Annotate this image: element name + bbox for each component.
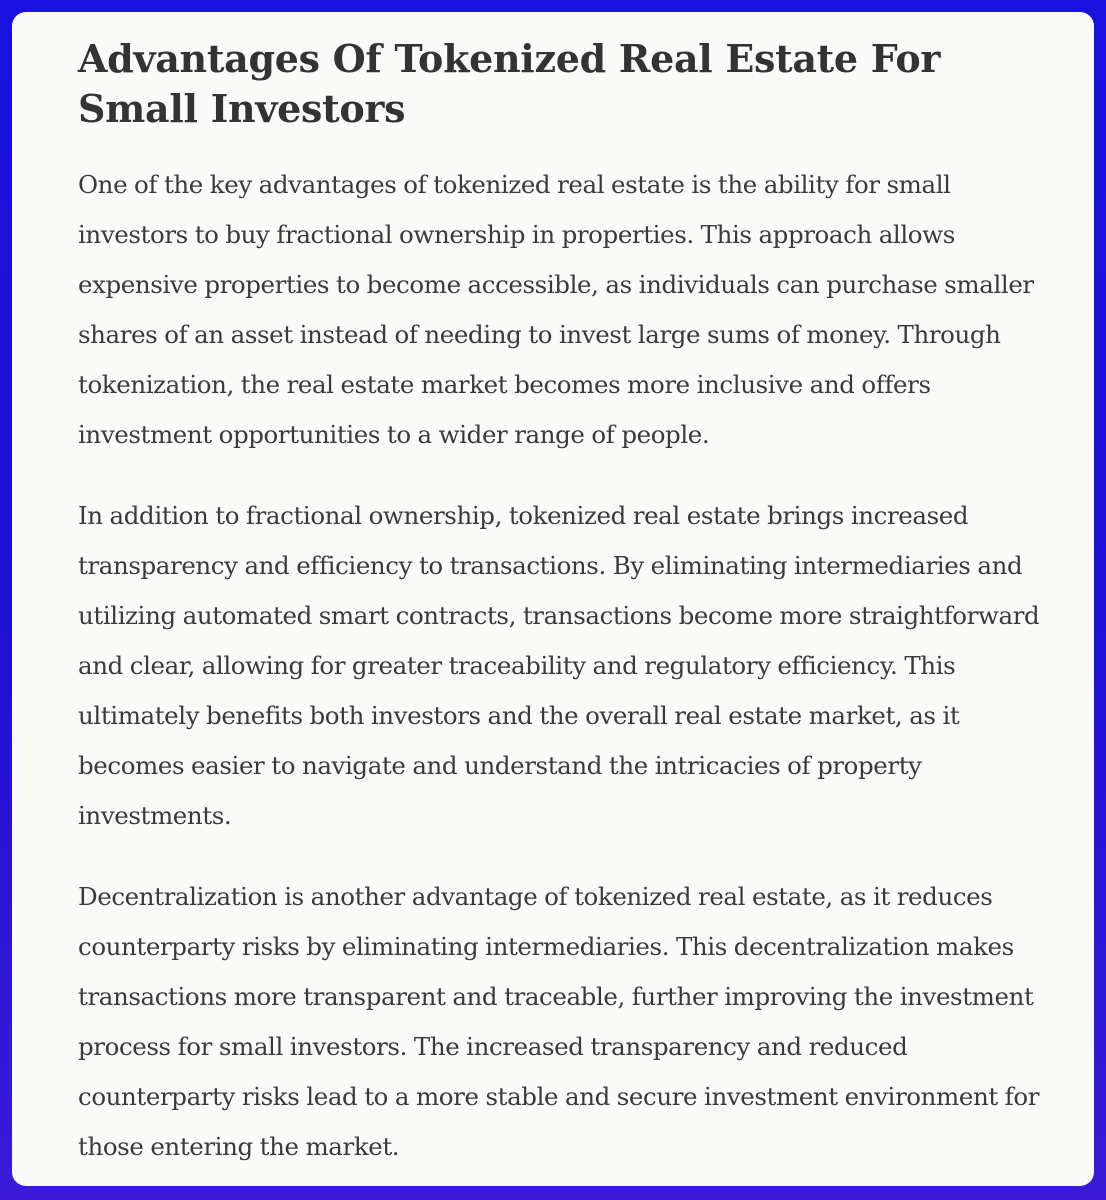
article-paragraph-2: In addition to fractional ownership, tokenized real estate brings increased transparency and efficiency to transactions. By eliminating intermediaries and utilizing automated smart contracts, transactions become more straightforward and clear, allowing for greater traceability and regulatory efficiency. This ultimately benefits both investors and the overall real estate market, as it becomes easier to navigate and understand the intricacies of property investments. — [78, 501, 1040, 830]
article-paragraph-3: Decentralization is another advantage of tokenized real estate, as it reduces counterparty risks by eliminating intermediaries. This decentralization makes transactions more transparent and traceable, further improving the investment process for small investors. The increased transparency and reduced counterparty risks lead to a more stable and secure investment environment for those entering the market. — [78, 882, 1040, 1161]
article-paragraph-1: One of the key advantages of tokenized real estate is the ability for small investors to buy fractional ownership in properties. This approach allows expensive properties to become accessible, as individuals can purchase smaller shares of an asset instead of needing to invest large sums of money. Through tokenization, the real estate market becomes more inclusive and offers investment opportunities to a wider range of people. — [78, 170, 1034, 449]
article-card — [12, 12, 1094, 1186]
article-title: Advantages Of Tokenized Real Estate For Small Investors — [78, 36, 941, 131]
